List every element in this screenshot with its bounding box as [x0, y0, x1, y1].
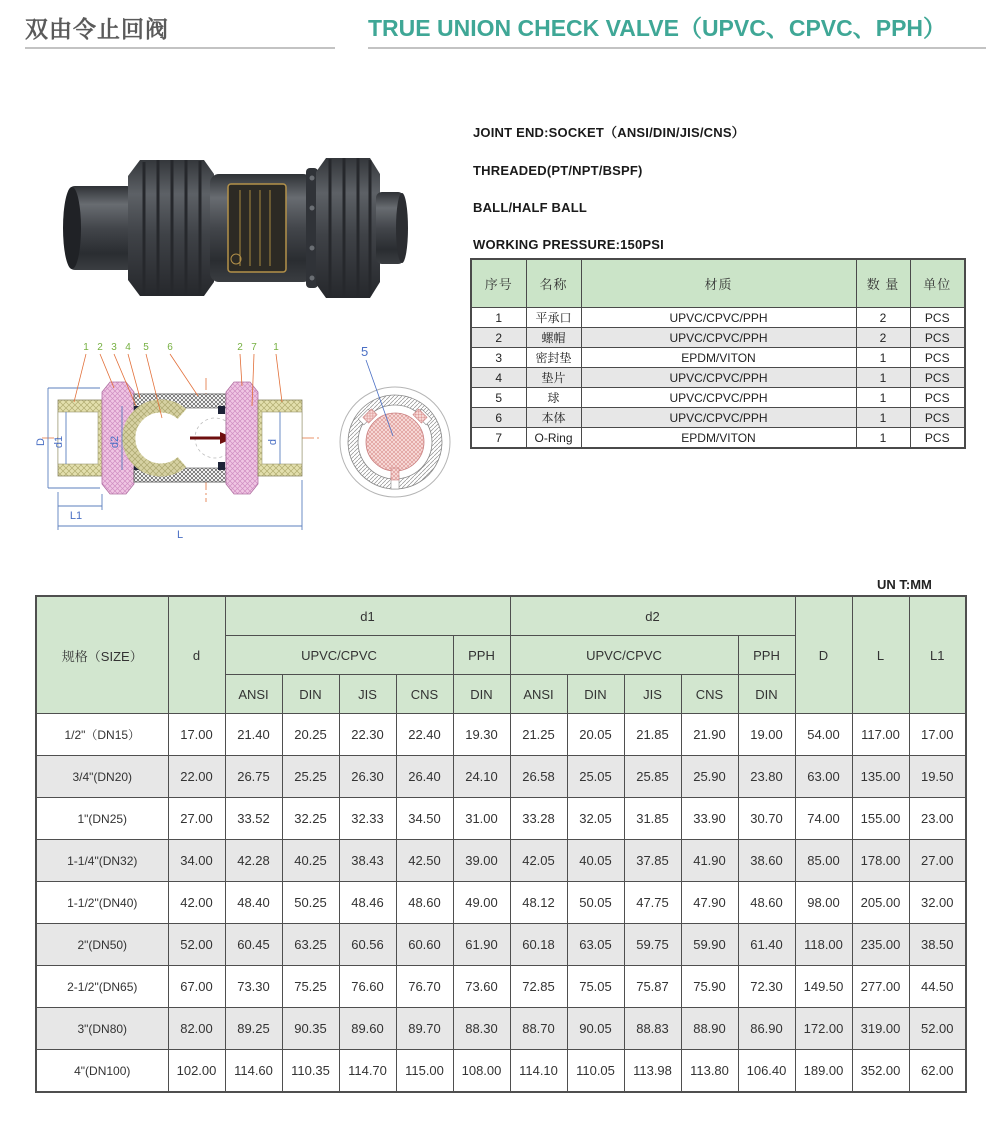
dimension-cell: 31.00	[453, 798, 510, 840]
dims-col-D: D	[795, 596, 852, 714]
size-cell: 1/2"（DN15）	[36, 714, 168, 756]
dims-d1-upvc-cpvc: UPVC/CPVC	[225, 636, 453, 675]
parts-table-cell: 2	[856, 328, 910, 348]
dimension-cell: 21.85	[624, 714, 681, 756]
dims-col-d: d	[168, 596, 225, 714]
parts-table-cell: 球	[526, 388, 581, 408]
dimension-cell: 60.60	[396, 924, 453, 966]
parts-table-cell: 平承口	[526, 308, 581, 328]
dims-d2-upvc-cpvc: UPVC/CPVC	[510, 636, 738, 675]
dimension-cell: 76.70	[396, 966, 453, 1008]
callout-6: 6	[167, 342, 173, 353]
dimension-cell: 22.40	[396, 714, 453, 756]
parts-table-body	[471, 308, 965, 449]
dimension-table-body	[36, 714, 966, 1093]
dims-d2-pph-din: DIN	[738, 675, 795, 714]
size-cell: 1"(DN25)	[36, 798, 168, 840]
parts-table-cell: PCS	[910, 308, 965, 328]
parts-col-qty: 数 量	[856, 259, 910, 308]
dimension-cell: 25.85	[624, 756, 681, 798]
size-cell: 3"(DN80)	[36, 1008, 168, 1050]
dimension-cell: 178.00	[852, 840, 909, 882]
parts-table-row	[471, 408, 965, 428]
dimension-cell: 47.90	[681, 882, 738, 924]
parts-table-cell: 2	[471, 328, 526, 348]
dimension-cell: 82.00	[168, 1008, 225, 1050]
dimension-cell: 52.00	[168, 924, 225, 966]
callout-5: 5	[143, 342, 149, 353]
parts-table-row	[471, 428, 965, 449]
dimension-cell: 25.90	[681, 756, 738, 798]
size-cell: 4"(DN100)	[36, 1050, 168, 1093]
parts-table-cell: PCS	[910, 368, 965, 388]
dimension-cell: 26.75	[225, 756, 282, 798]
dimension-cell: 54.00	[795, 714, 852, 756]
page-title-chinese: 双由令止回阀	[25, 16, 169, 42]
dimension-cell: 42.05	[510, 840, 567, 882]
dimension-cell: 41.90	[681, 840, 738, 882]
dimension-cell: 61.90	[453, 924, 510, 966]
dimension-cell: 38.60	[738, 840, 795, 882]
dimension-cell: 88.90	[681, 1008, 738, 1050]
parts-table-cell: UPVC/CPVC/PPH	[581, 408, 856, 428]
parts-table-cell: 6	[471, 408, 526, 428]
size-cell: 2-1/2"(DN65)	[36, 966, 168, 1008]
dimension-cell: 48.40	[225, 882, 282, 924]
parts-table-cell: 4	[471, 368, 526, 388]
parts-col-unit: 单位	[910, 259, 965, 308]
dimension-cell: 22.00	[168, 756, 225, 798]
dims-d2-cns: CNS	[681, 675, 738, 714]
dimension-cell: 89.25	[225, 1008, 282, 1050]
parts-table-cell: PCS	[910, 348, 965, 368]
dimension-cell: 118.00	[795, 924, 852, 966]
dimension-table-row	[36, 924, 966, 966]
dimension-cell: 47.75	[624, 882, 681, 924]
dimension-cell: 75.25	[282, 966, 339, 1008]
dimension-cell: 63.25	[282, 924, 339, 966]
dimension-cell: 75.05	[567, 966, 624, 1008]
dimension-cell: 75.87	[624, 966, 681, 1008]
dimension-cell: 98.00	[795, 882, 852, 924]
callout-2-right: 2	[237, 342, 243, 353]
dimension-cell: 21.90	[681, 714, 738, 756]
dimension-cell: 155.00	[852, 798, 909, 840]
dimension-cell: 88.83	[624, 1008, 681, 1050]
spec-working-pressure: WORKING PRESSURE:150PSI	[473, 237, 664, 252]
dimension-cell: 32.25	[282, 798, 339, 840]
dimension-cell: 106.40	[738, 1050, 795, 1093]
parts-table-cell: UPVC/CPVC/PPH	[581, 388, 856, 408]
dimension-table-row	[36, 966, 966, 1008]
dimension-cell: 114.60	[225, 1050, 282, 1093]
parts-table-cell: PCS	[910, 388, 965, 408]
dimension-cell: 26.58	[510, 756, 567, 798]
dimension-cell: 135.00	[852, 756, 909, 798]
dimension-table-row	[36, 840, 966, 882]
parts-table-cell: EPDM/VITON	[581, 428, 856, 449]
dimension-cell: 22.30	[339, 714, 396, 756]
callout-3: 3	[111, 342, 117, 353]
dimension-table-row	[36, 1008, 966, 1050]
dims-d2-din: DIN	[567, 675, 624, 714]
parts-table-cell: 1	[856, 348, 910, 368]
parts-table-cell: UPVC/CPVC/PPH	[581, 328, 856, 348]
dimension-cell: 17.00	[909, 714, 966, 756]
dimension-cell: 49.00	[453, 882, 510, 924]
dimension-cell: 19.30	[453, 714, 510, 756]
dimension-cell: 205.00	[852, 882, 909, 924]
dims-d1-pph: PPH	[453, 636, 510, 675]
dimension-cell: 60.18	[510, 924, 567, 966]
dimension-cell: 48.12	[510, 882, 567, 924]
dimension-cell: 40.05	[567, 840, 624, 882]
parts-table-cell: 2	[856, 308, 910, 328]
dimension-cell: 189.00	[795, 1050, 852, 1093]
dimension-cell: 114.70	[339, 1050, 396, 1093]
part-callout-numbers	[83, 342, 279, 353]
dimension-cell: 26.30	[339, 756, 396, 798]
dimension-cell: 114.10	[510, 1050, 567, 1093]
callout-4: 4	[125, 342, 131, 353]
dims-d2-pph: PPH	[738, 636, 795, 675]
technical-drawing	[30, 336, 490, 544]
dimension-cell: 85.00	[795, 840, 852, 882]
parts-table-row	[471, 308, 965, 328]
spec-joint-end: JOINT END:SOCKET（ANSI/DIN/JIS/CNS）	[473, 125, 745, 140]
dimension-cell: 59.75	[624, 924, 681, 966]
dimension-cell: 19.50	[909, 756, 966, 798]
dimension-table-row	[36, 714, 966, 756]
dimension-table-container	[35, 595, 967, 1093]
parts-table-cell: 螺帽	[526, 328, 581, 348]
dimension-cell: 37.85	[624, 840, 681, 882]
dimension-cell: 89.60	[339, 1008, 396, 1050]
dimension-cell: 42.50	[396, 840, 453, 882]
dimension-cell: 63.05	[567, 924, 624, 966]
dimension-cell: 32.33	[339, 798, 396, 840]
parts-table-cell: PCS	[910, 408, 965, 428]
dimension-cell: 352.00	[852, 1050, 909, 1093]
parts-col-material: 材质	[581, 259, 856, 308]
dims-col-L: L	[852, 596, 909, 714]
spec-threaded: THREADED(PT/NPT/BSPF)	[473, 163, 643, 178]
parts-table	[470, 258, 966, 449]
dims-group-d1: d1	[225, 596, 510, 636]
dimension-cell: 60.45	[225, 924, 282, 966]
dimension-cell: 42.28	[225, 840, 282, 882]
dim-label-L1: L1	[69, 510, 83, 522]
parts-table-cell: PCS	[910, 328, 965, 348]
dimension-cell: 319.00	[852, 1008, 909, 1050]
parts-table-cell: 7	[471, 428, 526, 449]
parts-table-row	[471, 328, 965, 348]
dimension-cell: 33.90	[681, 798, 738, 840]
parts-table-cell: 1	[856, 388, 910, 408]
title-divider-left	[25, 47, 335, 49]
callout-7: 7	[251, 342, 257, 353]
parts-table-cell: 本体	[526, 408, 581, 428]
dimension-cell: 235.00	[852, 924, 909, 966]
dimension-cell: 113.98	[624, 1050, 681, 1093]
valve-product-photo	[58, 116, 410, 334]
dimension-cell: 17.00	[168, 714, 225, 756]
dimension-cell: 89.70	[396, 1008, 453, 1050]
dimension-cell: 21.40	[225, 714, 282, 756]
dim-label-d: d	[267, 438, 279, 446]
dimension-cell: 117.00	[852, 714, 909, 756]
callout-1-left: 1	[83, 342, 89, 353]
dimension-cell: 42.00	[168, 882, 225, 924]
dimension-cell: 30.70	[738, 798, 795, 840]
dimension-cell: 34.00	[168, 840, 225, 882]
dimension-cell: 113.80	[681, 1050, 738, 1093]
dimension-cell: 63.00	[795, 756, 852, 798]
parts-table-cell: 1	[471, 308, 526, 328]
dimension-cell: 32.05	[567, 798, 624, 840]
dimension-cell: 74.00	[795, 798, 852, 840]
dimension-cell: 20.05	[567, 714, 624, 756]
end-view	[340, 344, 450, 497]
parts-table-cell: 1	[856, 368, 910, 388]
dimension-cell: 72.85	[510, 966, 567, 1008]
spec-ball: BALL/HALF BALL	[473, 200, 587, 215]
dimension-cell: 149.50	[795, 966, 852, 1008]
dimension-cell: 59.90	[681, 924, 738, 966]
dimension-cell: 25.25	[282, 756, 339, 798]
dimension-cell: 31.85	[624, 798, 681, 840]
dimension-table	[35, 595, 967, 1093]
parts-table-row	[471, 368, 965, 388]
dimension-cell: 23.00	[909, 798, 966, 840]
dimension-table-row	[36, 756, 966, 798]
parts-col-index: 序号	[471, 259, 526, 308]
dims-d1-din: DIN	[282, 675, 339, 714]
callout-2-left: 2	[97, 342, 103, 353]
dim-label-d2: d2	[109, 435, 121, 449]
dimension-cell: 90.05	[567, 1008, 624, 1050]
dimension-cell: 24.10	[453, 756, 510, 798]
size-cell: 1-1/4"(DN32)	[36, 840, 168, 882]
parts-table-container	[470, 258, 966, 449]
dimension-cell: 23.80	[738, 756, 795, 798]
dimension-cell: 21.25	[510, 714, 567, 756]
parts-col-name: 名称	[526, 259, 581, 308]
end-view-callout-5: 5	[361, 344, 369, 359]
page-title-english: TRUE UNION CHECK VALVE（UPVC、CPVC、PPH）	[368, 15, 947, 41]
dimension-cell: 76.60	[339, 966, 396, 1008]
dimension-cell: 88.70	[510, 1008, 567, 1050]
dimension-cell: 60.56	[339, 924, 396, 966]
dimension-cell: 102.00	[168, 1050, 225, 1093]
dimension-cell: 90.35	[282, 1008, 339, 1050]
parts-table-cell: 5	[471, 388, 526, 408]
size-cell: 2"(DN50)	[36, 924, 168, 966]
parts-table-cell: PCS	[910, 428, 965, 449]
parts-table-cell: UPVC/CPVC/PPH	[581, 308, 856, 328]
valve-body-illustration	[63, 158, 408, 298]
parts-table-cell: 垫片	[526, 368, 581, 388]
dim-label-L: L	[176, 529, 184, 541]
dim-label-d1: d1	[53, 435, 65, 449]
dims-d1-ansi: ANSI	[225, 675, 282, 714]
dimension-cell: 50.25	[282, 882, 339, 924]
dimension-cell: 48.60	[396, 882, 453, 924]
dimension-cell: 172.00	[795, 1008, 852, 1050]
parts-table-cell: 1	[856, 428, 910, 449]
dimension-cell: 40.25	[282, 840, 339, 882]
dimension-cell: 33.52	[225, 798, 282, 840]
parts-table-cell: 密封垫	[526, 348, 581, 368]
dims-header-row-1	[36, 596, 966, 636]
dimension-table-row	[36, 1050, 966, 1093]
dimension-cell: 33.28	[510, 798, 567, 840]
dimension-cell: 38.43	[339, 840, 396, 882]
dimension-cell: 110.35	[282, 1050, 339, 1093]
dimension-cell: 88.30	[453, 1008, 510, 1050]
parts-table-row	[471, 388, 965, 408]
parts-table-cell: UPVC/CPVC/PPH	[581, 368, 856, 388]
dimension-cell: 73.30	[225, 966, 282, 1008]
dimension-cell: 34.50	[396, 798, 453, 840]
size-cell: 3/4"(DN20)	[36, 756, 168, 798]
parts-table-header-row	[471, 259, 965, 308]
dimension-cell: 44.50	[909, 966, 966, 1008]
dimension-cell: 72.30	[738, 966, 795, 1008]
dimension-cell: 277.00	[852, 966, 909, 1008]
parts-table-cell: EPDM/VITON	[581, 348, 856, 368]
dimension-cell: 48.60	[738, 882, 795, 924]
dimension-cell: 20.25	[282, 714, 339, 756]
dimension-cell: 52.00	[909, 1008, 966, 1050]
parts-table-cell: O-Ring	[526, 428, 581, 449]
dims-group-d2: d2	[510, 596, 795, 636]
callout-1-right: 1	[273, 342, 279, 353]
dimension-cell: 115.00	[396, 1050, 453, 1093]
title-divider-right	[368, 47, 986, 49]
dimension-cell: 86.90	[738, 1008, 795, 1050]
dimension-cell: 38.50	[909, 924, 966, 966]
dimension-cell: 19.00	[738, 714, 795, 756]
dimension-cell: 26.40	[396, 756, 453, 798]
dimension-cell: 108.00	[453, 1050, 510, 1093]
dims-d1-cns: CNS	[396, 675, 453, 714]
dimension-cell: 39.00	[453, 840, 510, 882]
dimension-cell: 25.05	[567, 756, 624, 798]
dimension-cell: 50.05	[567, 882, 624, 924]
size-cell: 1-1/2"(DN40)	[36, 882, 168, 924]
dimension-cell: 62.00	[909, 1050, 966, 1093]
dimension-cell: 67.00	[168, 966, 225, 1008]
dimension-table-row	[36, 798, 966, 840]
dims-d2-jis: JIS	[624, 675, 681, 714]
unit-note: UN T:MM	[877, 577, 932, 592]
parts-table-cell: 3	[471, 348, 526, 368]
dimension-cell: 48.46	[339, 882, 396, 924]
dimension-cell: 75.90	[681, 966, 738, 1008]
parts-table-cell: 1	[856, 408, 910, 428]
dims-col-size: 规格（SIZE）	[36, 596, 168, 714]
dim-label-D: D	[35, 438, 47, 446]
dimension-cell: 27.00	[909, 840, 966, 882]
dimension-cell: 61.40	[738, 924, 795, 966]
parts-table-row	[471, 348, 965, 368]
dims-d1-pph-din: DIN	[453, 675, 510, 714]
dimension-cell: 27.00	[168, 798, 225, 840]
dimension-cell: 32.00	[909, 882, 966, 924]
dims-col-L1: L1	[909, 596, 966, 714]
dimension-cell: 110.05	[567, 1050, 624, 1093]
dims-d1-jis: JIS	[339, 675, 396, 714]
dimension-cell: 73.60	[453, 966, 510, 1008]
dims-d2-ansi: ANSI	[510, 675, 567, 714]
dimension-table-row	[36, 882, 966, 924]
spec-list	[473, 122, 953, 274]
